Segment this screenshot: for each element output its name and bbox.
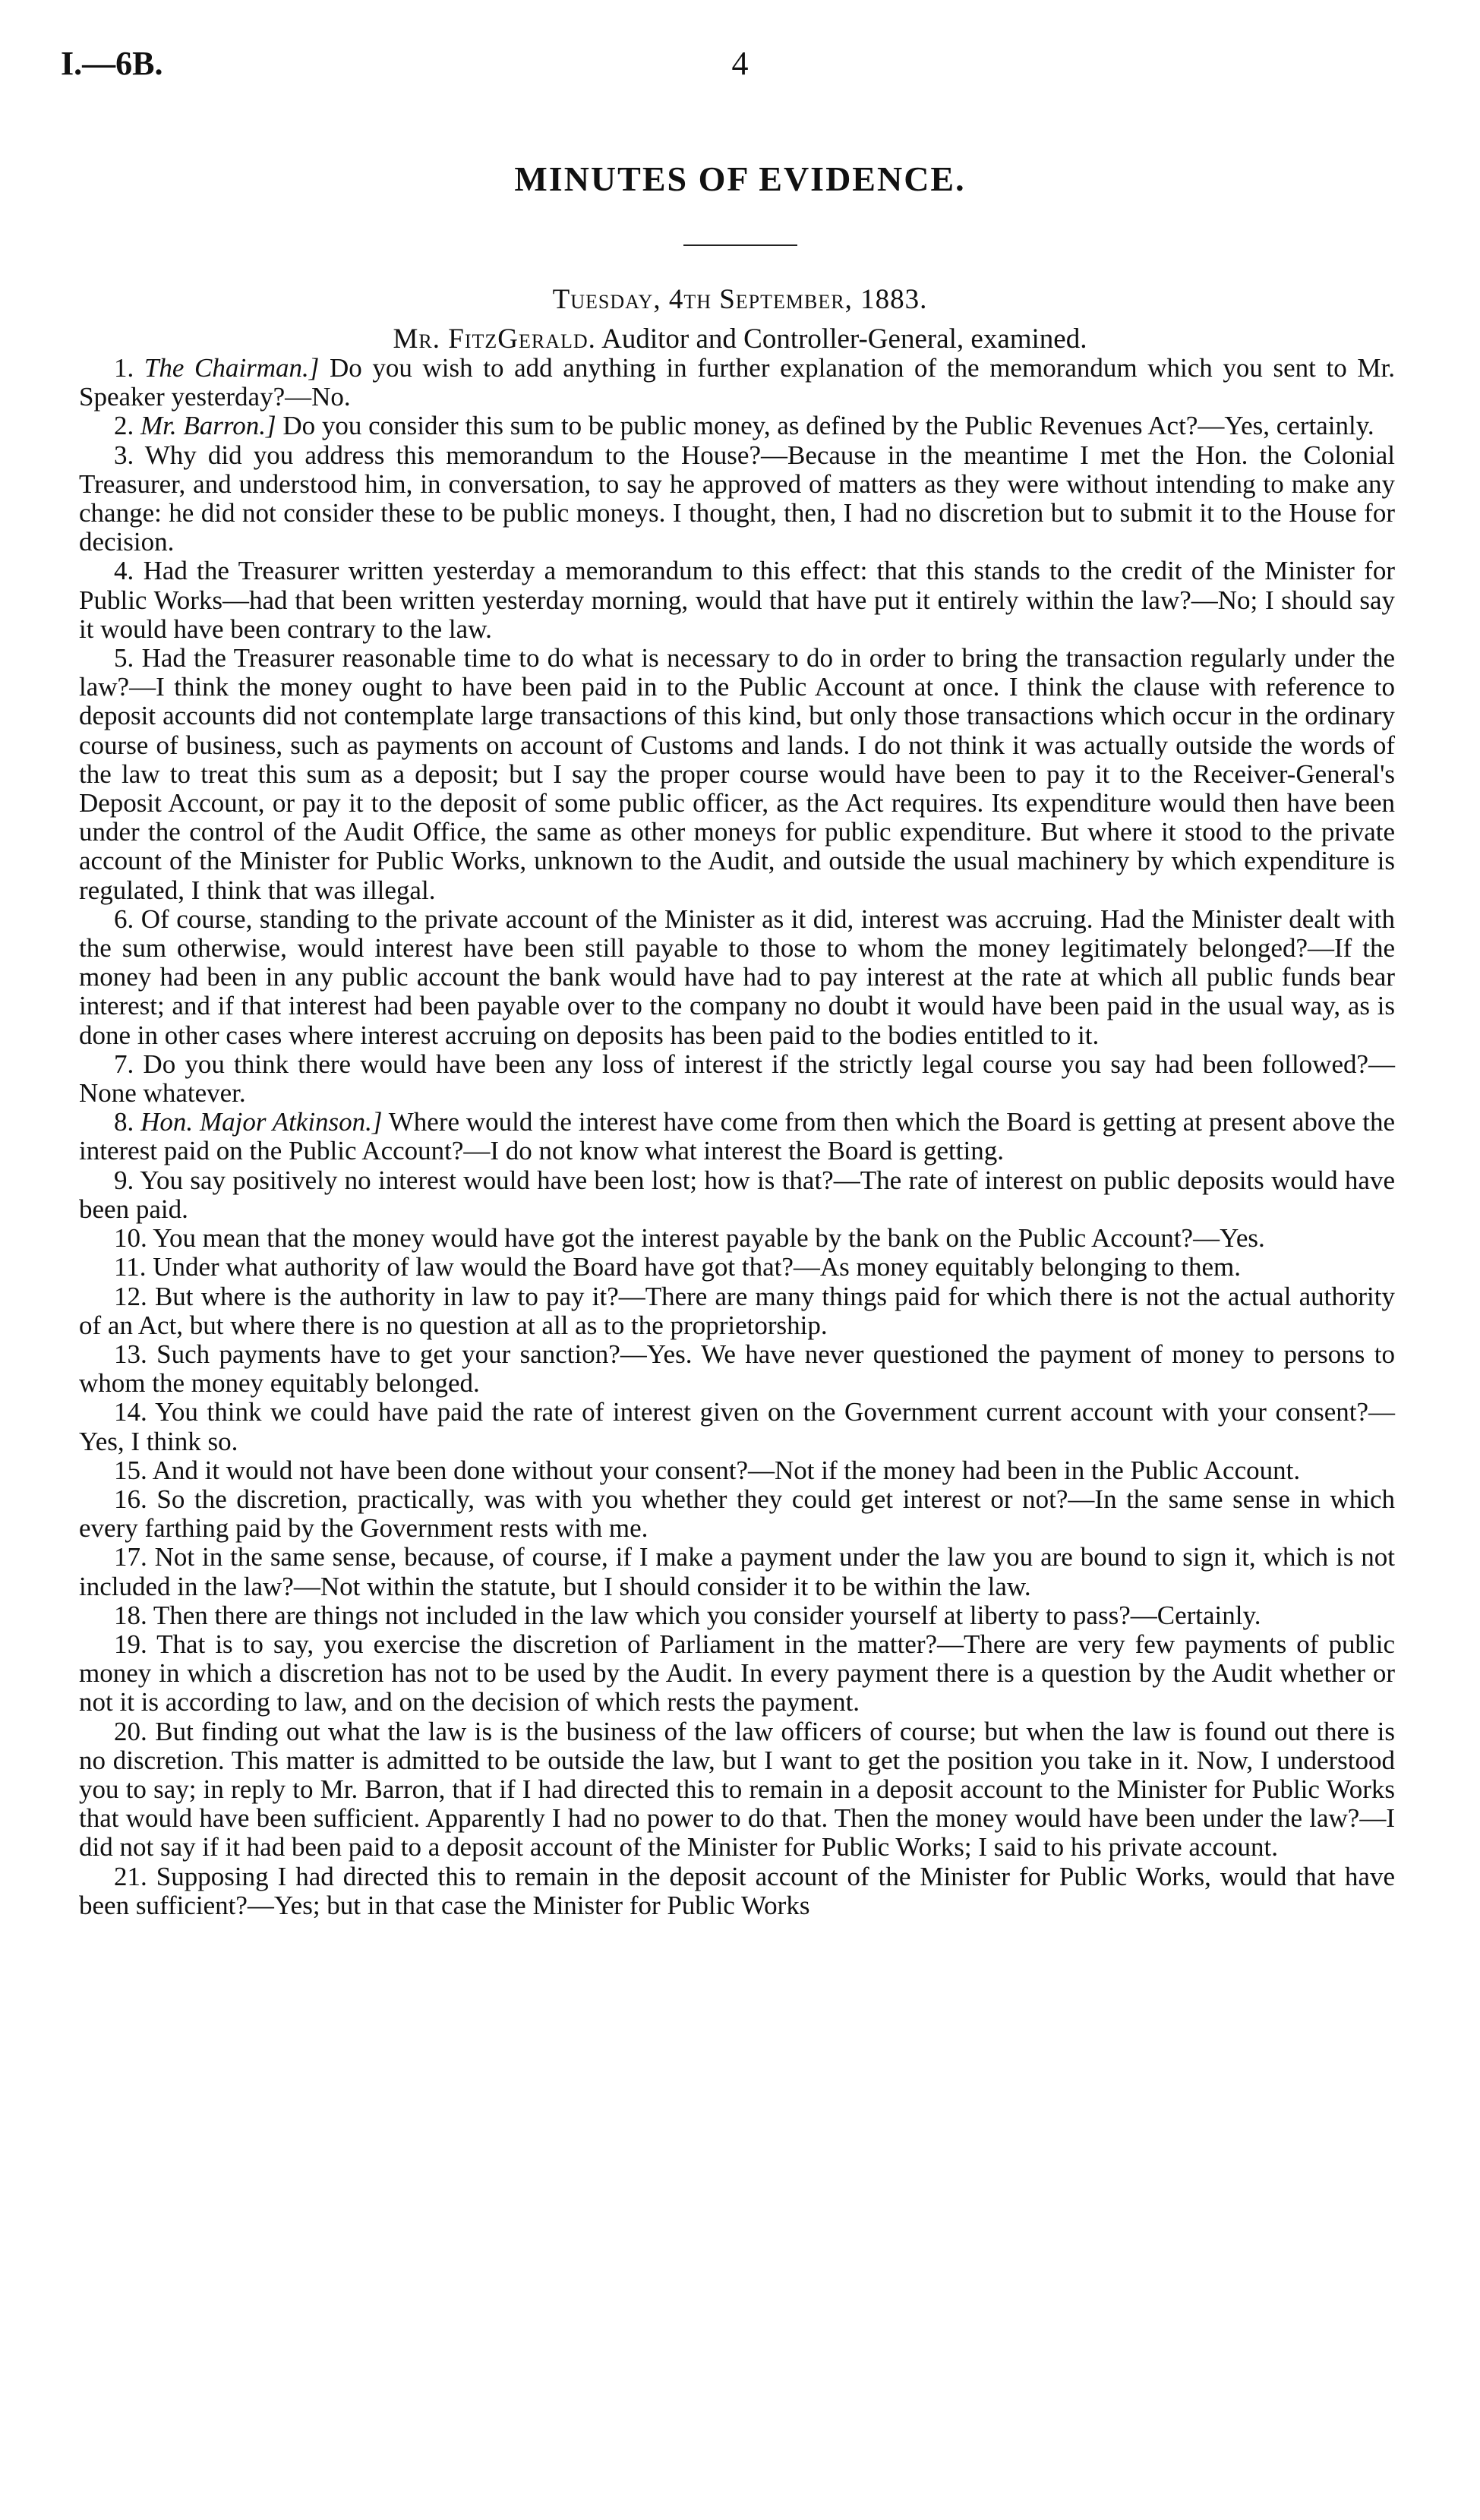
question-number: 9.: [114, 1165, 134, 1195]
question-number: 19.: [114, 1629, 147, 1659]
witness-line: [61, 322, 1419, 357]
question-paragraph: [79, 1543, 1395, 1601]
question-number: 20.: [114, 1716, 147, 1746]
question-text: Do you consider this sum to be public money, as defined by the Public Revenues Act?—Yes, certainly.: [276, 411, 1374, 441]
question-paragraph: [79, 905, 1395, 1050]
sitting-date: Tuesday, 4th September, 1883.: [552, 284, 928, 315]
witness-description: Auditor and Controller-General, examined.: [595, 323, 1087, 355]
question-paragraph: [79, 1862, 1395, 1920]
question-text: Do you think there would have been any loss of interest if the strictly legal course you say had been followed?—None whatever.: [79, 1049, 1396, 1109]
question-paragraph: [79, 1601, 1395, 1630]
page-number: 4: [731, 45, 749, 82]
question-paragraph: [79, 354, 1395, 412]
question-text: You say positively no interest would have been lost; how is that?—The rate of interest on public deposits would have been paid.: [79, 1165, 1395, 1224]
question-number: 21.: [114, 1861, 147, 1891]
question-text: Do you wish to add anything in further explanation of the memorandum which you sent to Mr. Speaker yesterday?—No.: [79, 353, 1395, 412]
page-reference: I.—6B.: [61, 45, 163, 82]
question-number: 1.: [114, 353, 134, 383]
question-number: 3.: [114, 440, 134, 470]
question-text: Supposing I had directed this to remain in the deposit account of the Minister for Public Works, would that have been sufficient?—Yes; but in that case the Minister for Public Works: [79, 1861, 1396, 1920]
question-number: 8.: [114, 1107, 134, 1137]
question-text: Had the Treasurer written yesterday a memorandum to this effect: that this stands to the credit of the Minister for Public Works—had that been written yesterday morning, would that have put it entirely within the law?—No; I should say it would have been contrary to the law.: [79, 556, 1395, 644]
question-paragraph: [79, 1630, 1395, 1717]
question-number: 12.: [114, 1281, 147, 1311]
question-number: 5.: [114, 643, 134, 673]
running-head: [61, 44, 1419, 82]
question-text: Then there are things not included in the law which you consider yourself at liberty to pass?—Certainly.: [153, 1600, 1261, 1630]
question-number: 11.: [114, 1252, 147, 1282]
question-text: Such payments have to get your sanction?—Yes. We have never questioned the payment of money to persons to whom the money equitably belonged.: [79, 1339, 1395, 1399]
question-paragraph: [79, 1485, 1395, 1543]
question-paragraph: [79, 1108, 1395, 1165]
question-paragraph: [79, 1166, 1395, 1224]
question-paragraph: [79, 1340, 1395, 1398]
question-text: Where would the interest have come from then which the Board is getting at present above the interest paid on the Public Account?—I do not know what interest the Board is getting.: [79, 1107, 1395, 1166]
question-paragraph: [79, 441, 1395, 557]
question-paragraph: [79, 1398, 1395, 1456]
question-number: 7.: [114, 1049, 134, 1079]
question-speaker: The Chairman.]: [144, 353, 320, 383]
question-speaker: Hon. Major Atkinson.]: [140, 1107, 383, 1137]
title-divider: [683, 244, 797, 246]
question-paragraph: [79, 1456, 1395, 1485]
question-text: Had the Treasurer reasonable time to do what is necessary to do in order to bring the transaction regularly under the law?—I think the money ought to have been paid in to the Public Account at once. I think the clause with reference to deposit accounts did not contemplate large transactions of this kind, but only those transactions which occur in the ordinary course of business, such as payments on account of Customs and lands. I do not think it was actually outside the words of the law to treat this sum as a deposit; but I say the proper course would have been to pay it to the Receiver-General's Deposit Account, or pay it to the deposit of some public officer, as the Act requires. Its expenditure would then have been under the control of the Audit Office, the same as other moneys for public expenditure. But where it stood to the private account of the Minister for Public Works, unknown to the Audit, and outside the usual machinery by which expenditure is regulated, I think that was illegal.: [79, 643, 1395, 905]
question-speaker: Mr. Barron.]: [140, 411, 276, 441]
question-text: But finding out what the law is is the business of the law officers of course; but when the law is found out there is no discretion. This matter is admitted to be outside the law, but I want to get the position you take in it. Now, I understood you to say; in reply to Mr. Barron, that if I had directed this to remain in a deposit account to the Minister for Public Works that would have been sufficient. Apparently I had no power to do that. Then the money would have been under the law?—I did not say if it had been paid to a deposit account of the Minister for Public Works; I said to his private account.: [79, 1716, 1395, 1862]
question-paragraph: [79, 1050, 1395, 1108]
question-paragraph: [79, 1224, 1395, 1253]
question-paragraph: [79, 1282, 1395, 1340]
question-text: Not in the same sense, because, of course, if I make a payment under the law you are bound to sign it, which is not included in the law?—Not within the statute, but I should consider it to be within the law.: [79, 1542, 1395, 1601]
question-number: 6.: [114, 904, 134, 934]
page-title: MINUTES OF EVIDENCE.: [514, 159, 966, 198]
question-text: Under what authority of law would the Board have got that?—As money equitably belonging to them.: [153, 1252, 1241, 1282]
evidence-body: [79, 354, 1395, 1920]
question-number: 15.: [114, 1455, 147, 1485]
question-number: 18.: [114, 1600, 147, 1630]
question-number: 13.: [114, 1339, 147, 1369]
question-text: So the discretion, practically, was with you whether they could get interest or not?—In the same sense in which every farthing paid by the Government rests with me.: [79, 1484, 1395, 1544]
question-number: 17.: [114, 1542, 147, 1572]
question-number: 16.: [114, 1484, 147, 1514]
question-paragraph: [79, 1717, 1395, 1862]
question-paragraph: [79, 557, 1395, 644]
question-text: That is to say, you exercise the discretion of Parliament in the matter?—There are very few payments of public money in which a discretion has not to be used by the Audit. In every payment there is a question by the Audit whether or not it is according to law, and on the decision of which rests the payment.: [79, 1629, 1395, 1717]
question-text: You mean that the money would have got the interest payable by the bank on the Public Account?—Yes.: [153, 1223, 1265, 1254]
question-text: You think we could have paid the rate of interest given on the Government current account with your consent?—Yes, I think so.: [79, 1397, 1395, 1456]
witness-name: Mr. FitzGerald.: [393, 323, 596, 355]
question-paragraph: [79, 644, 1395, 905]
question-text: Of course, standing to the private account of the Minister as it did, interest was accruing. Had the Minister dealt with the sum otherwise, would interest have been still payable to those to whom the money legitimately belonged?—If the money had been in any public account the bank would have had to pay interest at the rate at which all public funds bear interest; and if that interest had been payable over to the company no doubt it would have been paid in the usual way, as is done in other cases where interest accruing on deposits has been paid to the bodies entitled to it.: [79, 904, 1396, 1050]
heading-block: [61, 158, 1419, 357]
question-number: 14.: [114, 1397, 147, 1427]
question-number: 10.: [114, 1223, 147, 1254]
question-text: Why did you address this memorandum to the House?—Because in the meantime I met the Hon. the Colonial Treasurer, and understood him, in conversation, to say he approved of matters as they were without intending to make any change: he did not consider these to be public moneys. I thought, then, I had no discretion but to submit it to the House for decision.: [79, 440, 1395, 557]
question-number: 2.: [114, 411, 134, 441]
question-text: But where is the authority in law to pay it?—There are many things paid for which there is not the actual authority of an Act, but where there is no question at all as to the proprietorship.: [79, 1281, 1395, 1340]
question-text: And it would not have been done without your consent?—Not if the money had been in the Public Account.: [152, 1455, 1301, 1485]
question-paragraph: [79, 1253, 1395, 1282]
question-number: 4.: [114, 556, 134, 586]
question-paragraph: [79, 412, 1395, 440]
